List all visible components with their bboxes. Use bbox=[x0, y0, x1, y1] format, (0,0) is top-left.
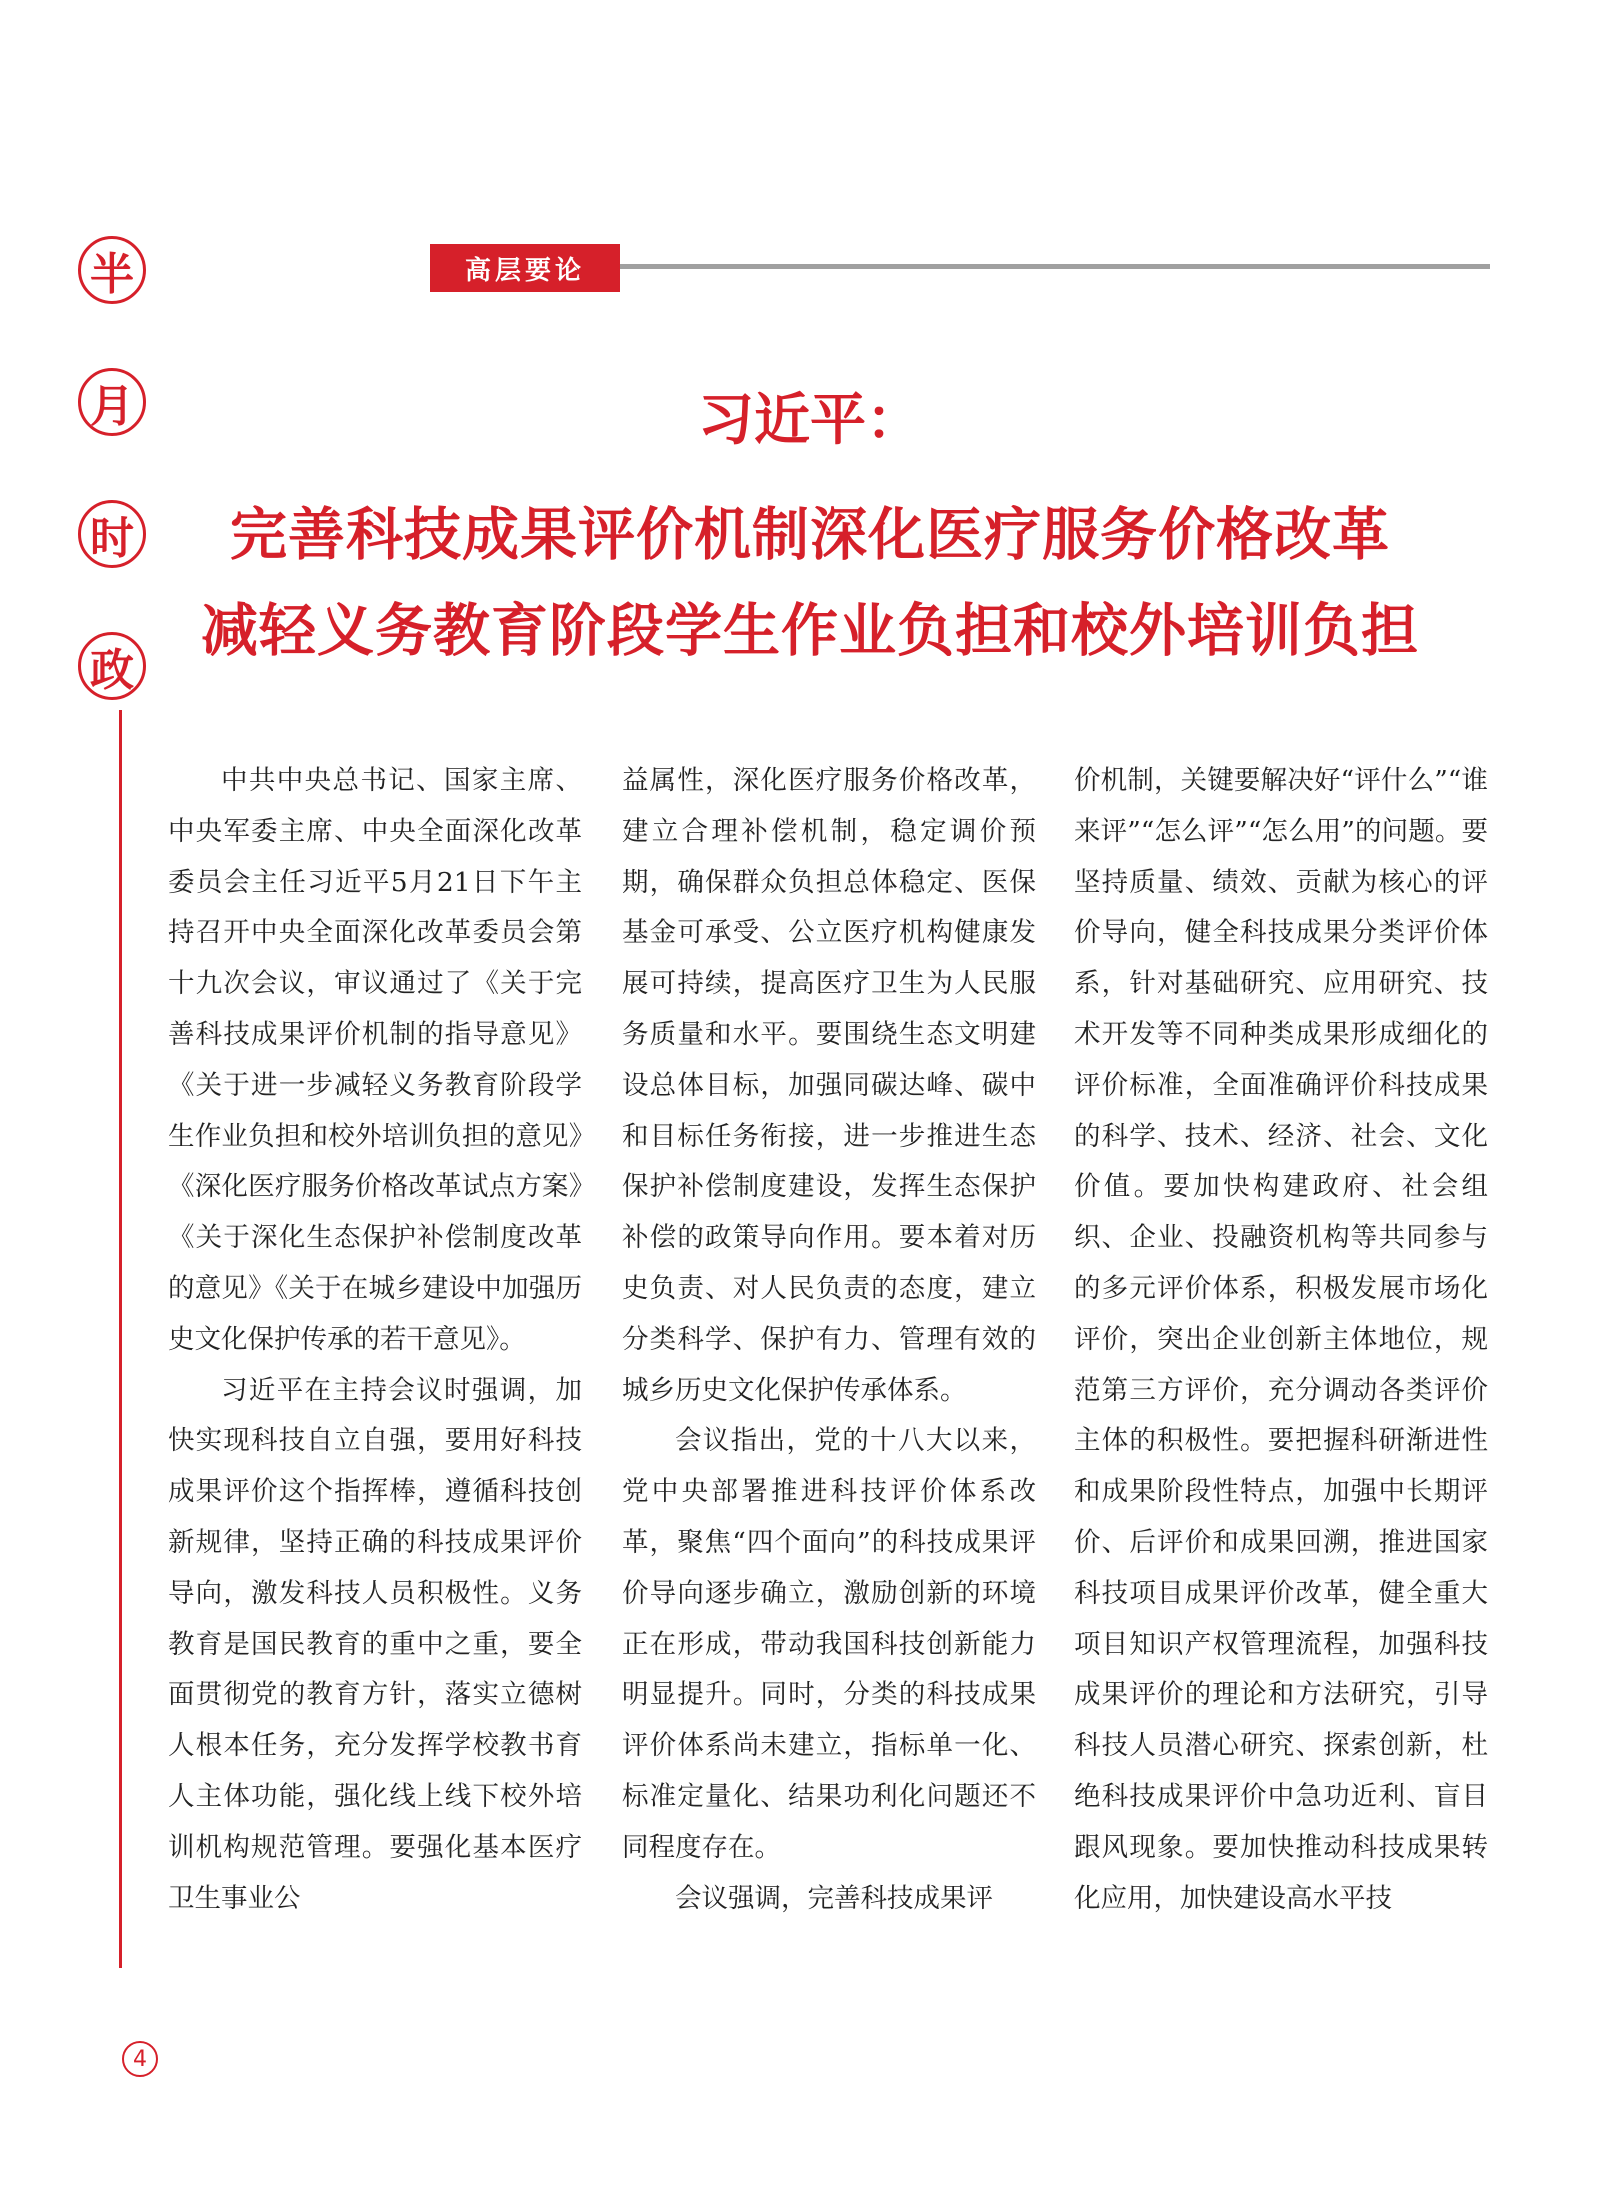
title-line-2: 减轻义务教育阶段学生作业负担和校外培训负担 bbox=[201, 598, 1419, 664]
paragraph: 益属性，深化医疗服务价格改革，建立合理补偿机制，稳定调价预期，确保群众负担总体稳定、医保基金可承受、公立医疗机构健康发展可持续，提高医疗卫生为人民服务质量和水平。要围绕生态文明建设总体目标，加强同碳达峰、碳中和目标任务衔接，进一步推进生态保护补偿制度建设，发挥生态保护补偿的政策导向作用。要本着对历史负责、对人民负责的态度，建立分类科学、保护有力、管理有效的城乡历史文化保护传承体系。 bbox=[622, 765, 1036, 1406]
article-title bbox=[130, 385, 1490, 679]
paragraph: 中共中央总书记、国家主席、中央军委主席、中央全面深化改革委员会主任习近平5月21日下午主持召开中央全面深化改革委员会第十九次会议，审议通过了《关于完善科技成果评价机制的指导意见》《关于进一步减轻义务教育阶段学生作业负担和校外培训负担的意见》《深化医疗服务价格改革试点方案》《关于深化生态保护补偿制度改革的意见》《关于在城乡建设中加强历史文化保护传承的若干意见》。 bbox=[168, 765, 582, 1355]
paragraph: 习近平在主持会议时强调，加快实现科技自立自强，要用好科技成果评价这个指挥棒，遵循科技创新规律，坚持正确的科技成果评价导向，激发科技人员积极性。义务教育是国民教育的重中之重，要全面贯彻党的教育方针，落实立德树人根本任务，充分发挥学校教书育人主体功能，强化线上线下校外培训机构规范管理。要强化基本医疗卫生事业公 bbox=[168, 1374, 582, 1914]
section-header bbox=[430, 244, 1490, 292]
masthead-char: 时 bbox=[78, 500, 146, 568]
paragraph: 价机制，关键要解决好“评什么”“谁来评”“怎么评”“怎么用”的问题。要坚持质量、绩效、贡献为核心的评价导向，健全科技成果分类评价体系，针对基础研究、应用研究、技术开发等不同种类成果形成细化的评价标准，全面准确评价科技成果的科学、技术、经济、社会、文化价值。要加快构建政府、社会组织、企业、投融资机构等共同参与的多元评价体系，积极发展市场化评价，突出企业创新主体地位，规范第三方评价，充分调动各类评价主体的积极性。要把握科研渐进性和成果阶段性特点，加强中长期评价、后评价和成果回溯，推进国家科技项目成果评价改革，健全重大项目知识产权管理流程，加强科技成果评价的理论和方法研究，引导科技人员潜心研究、探索创新，杜绝科技成果评价中急功近利、盲目跟风现象。要加快推动科技成果转化应用，加快建设高水平技 bbox=[1074, 765, 1488, 1914]
page-number: 4 bbox=[122, 2041, 158, 2077]
text-column-1 bbox=[168, 756, 582, 1968]
section-tag: 高层要论 bbox=[430, 244, 620, 292]
masthead-char: 月 bbox=[78, 368, 146, 436]
paragraph: 会议强调，完善科技成果评 bbox=[675, 1882, 993, 1914]
masthead-char: 政 bbox=[78, 632, 146, 700]
paragraph: 会议指出，党的十八大以来，党中央部署推进科技评价体系改革，聚焦“四个面向”的科技成果评价导向逐步确立，激励创新的环境正在形成，带动我国科技创新能力明显提升。同时，分类的科技成果评价体系尚未建立，指标单一化、标准定量化、结果功利化问题还不同程度存在。 bbox=[622, 1425, 1036, 1863]
title-speaker: 习近平： bbox=[698, 388, 922, 453]
masthead-rule bbox=[119, 710, 122, 1968]
title-line-1: 完善科技成果评价机制深化医疗服务价格改革 bbox=[230, 502, 1390, 568]
section-divider bbox=[620, 264, 1490, 269]
masthead-char: 半 bbox=[78, 236, 146, 304]
article-body bbox=[168, 756, 1488, 1968]
text-column-3 bbox=[1074, 756, 1488, 1968]
text-column-2 bbox=[622, 756, 1036, 1968]
